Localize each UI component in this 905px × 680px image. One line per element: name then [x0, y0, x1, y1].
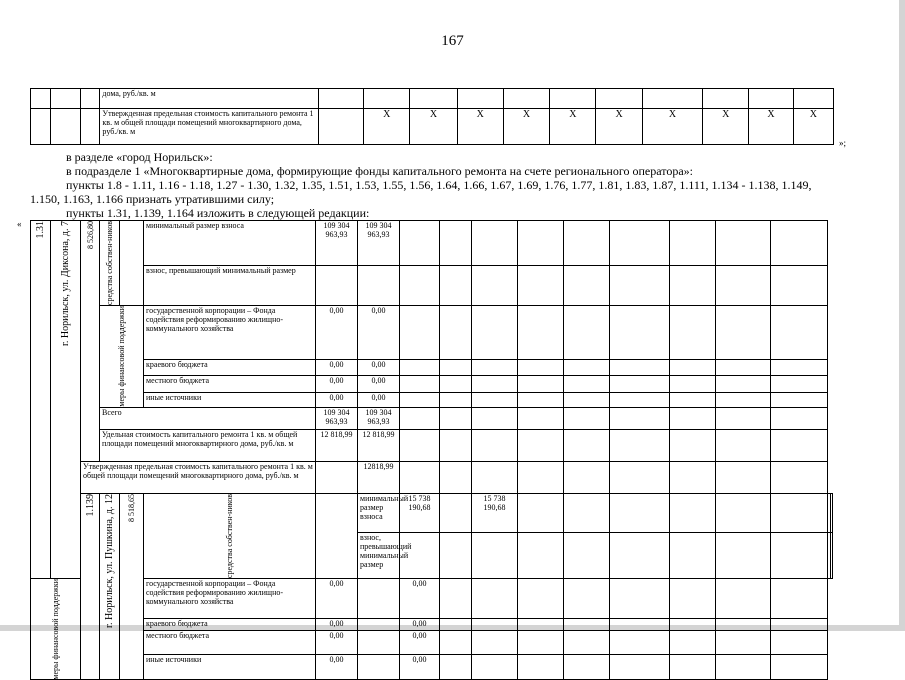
- value-cell: 0,00: [316, 376, 358, 392]
- row-label: местного бюджета: [144, 630, 316, 655]
- top-row1-label: дома, руб./кв. м: [100, 89, 318, 109]
- unit-cost-label: Удельная стоимость капитального ремонта 1 кв. м общей площади помещений многоквартирного дома, руб./кв. м: [100, 429, 316, 461]
- top-table: [30, 88, 834, 145]
- x-mark: X: [410, 109, 457, 145]
- x-mark: X: [793, 109, 833, 145]
- row-label: местного бюджета: [144, 376, 316, 392]
- text-line-5: пункты 1.31, 1.139, 1.164 изложить в следующей редакции:: [66, 206, 370, 220]
- value-cell: 12818,99: [358, 461, 400, 493]
- text-line-1: в разделе «город Норильск»:: [66, 150, 213, 164]
- value-cell: 0,00: [400, 619, 440, 630]
- text-line-4: 1.150, 1.163, 1.166 признать утратившими силу;: [30, 192, 275, 206]
- owner-funds-group-2: средства собствен-ников: [144, 493, 316, 578]
- value-cell: 0,00: [316, 359, 358, 375]
- opening-quote: «: [17, 219, 22, 229]
- value-cell: 0,00: [316, 655, 358, 680]
- value-cell: 12 818,99: [316, 429, 358, 461]
- value-cell: 15 738 190,68: [400, 493, 440, 532]
- row-label: государственной корпорации – Фонда содействия реформированию жилищно-коммунального хозяйства: [144, 306, 316, 360]
- value-cell: 109 304 963,93: [316, 221, 358, 266]
- page-edge-right: [899, 0, 905, 631]
- x-mark: X: [364, 109, 410, 145]
- value-cell: 0,00: [316, 578, 358, 619]
- support-group-1: меры финансовой поддержки: [100, 306, 144, 408]
- row-label: иные источники: [144, 655, 316, 680]
- value-cell: 0,00: [358, 306, 400, 360]
- address-1: г. Норильск, ул. Диксона, д. 7: [51, 221, 81, 579]
- row-label: иные источники: [144, 392, 316, 407]
- row-label: минимальный размер взноса: [358, 493, 400, 532]
- x-mark: X: [550, 109, 596, 145]
- value-cell: 15 738 190,68: [472, 493, 518, 532]
- value-cell: 109 304 963,93: [316, 407, 358, 429]
- item-number-1: 1.31: [31, 221, 51, 579]
- x-mark: X: [457, 109, 503, 145]
- x-mark: X: [749, 109, 793, 145]
- x-mark: X: [503, 109, 549, 145]
- item-number-2: 1.139: [81, 493, 100, 680]
- value-cell: 0,00: [400, 655, 440, 680]
- main-table: [30, 220, 833, 680]
- closing-quote: »;: [839, 138, 847, 148]
- value-cell: 0,00: [316, 306, 358, 360]
- x-mark: X: [703, 109, 749, 145]
- value-cell: 0,00: [316, 619, 358, 630]
- value-cell: 109 304 963,93: [358, 221, 400, 266]
- row-label: взнос, превышающий минимальный размер: [144, 266, 316, 306]
- value-cell: 0,00: [358, 376, 400, 392]
- value-cell: 12 818,99: [358, 429, 400, 461]
- area-2: 8 518,65: [120, 493, 144, 680]
- value-cell: 0,00: [400, 630, 440, 655]
- top-row2-label: Утвержденная предельная стоимость капитального ремонта 1 кв. м общей площади помещений многоквартирного дома, руб./кв. м: [100, 109, 318, 145]
- value-cell: 0,00: [358, 359, 400, 375]
- owner-funds-group-1: средства собствен-ников: [100, 221, 120, 306]
- row-label: краевого бюджета: [144, 619, 316, 630]
- total-label: Всего: [100, 407, 316, 429]
- text-line-2: в подразделе 1 «Многоквартирные дома, формирующие фонды капитального ремонта на счете регионального оператора»:: [66, 164, 693, 178]
- text-line-3: пункты 1.8 - 1.11, 1.16 - 1.18, 1.27 - 1.30, 1.32, 1.35, 1.51, 1.53, 1.55, 1.56, 1.64, 1.66, 1.67, 1.69, 1.76, 1.77, 1.81, 1.83, 1.87, 1.111, 1.134 - 1.138, 1.149,: [66, 178, 812, 192]
- value-cell: 0,00: [358, 392, 400, 407]
- row-label: государственной корпорации – Фонда содействия реформированию жилищно-коммунального хозяйства: [144, 578, 316, 619]
- value-cell: 0,00: [400, 578, 440, 619]
- area-1: 8 526,80: [81, 221, 100, 462]
- value-cell: 0,00: [316, 392, 358, 407]
- x-mark: X: [596, 109, 642, 145]
- address-2: г. Норильск, ул. Пушкина, д. 12: [100, 493, 120, 680]
- row-label: взнос, превышающий минимальный размер: [358, 533, 400, 579]
- row-label: краевого бюджета: [144, 359, 316, 375]
- page-number: 167: [441, 33, 464, 49]
- x-mark: X: [642, 109, 702, 145]
- value-cell: 0,00: [316, 630, 358, 655]
- value-cell: 109 304 963,93: [358, 407, 400, 429]
- limit-cost-label: Утвержденная предельная стоимость капитального ремонта 1 кв. м общей площади помещений многоквартирного дома, руб./кв. м: [81, 461, 316, 493]
- row-label: минимальный размер взноса: [144, 221, 316, 266]
- support-group-2: меры финансовой поддержки: [31, 578, 81, 680]
